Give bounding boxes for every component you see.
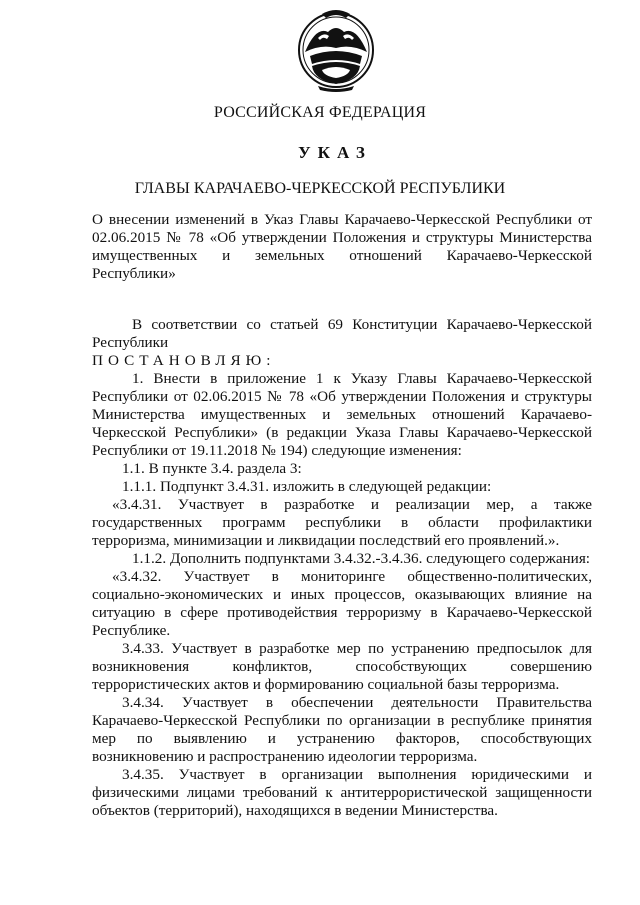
item-3-4-35: 3.4.35. Участвует в организации выполнения юридическими и физическими лицами требований к антитеррористической защищенности объектов (территорий), находящихся в ведении Министерства. [92,766,592,819]
decree-word: ПОСТАНОВЛЯЮ: [92,352,276,369]
item-1-1-1: 1.1.1. Подпункт 3.4.31. изложить в следующей редакции: [122,478,492,495]
country-title: РОССИЙСКАЯ ФЕДЕРАЦИЯ [213,104,427,121]
item-1-1-2: 1.1.2. Дополнить подпунктами 3.4.32.-3.4.36. следующего содержания: [132,550,591,567]
item-3-4-33: 3.4.33. Участвует в разработке мер по устранению предпосылок для возникновения конфликтов, способствующих совершению террористических актов и формированию социальной базы терроризма. [92,640,592,693]
issuer-title: ГЛАВЫ КАРАЧАЕВО-ЧЕРКЕССКОЙ РЕСПУБЛИКИ [134,180,506,197]
preamble: В соответствии со статьей 69 Конституции Карачаево-Черкесской Республики [92,316,592,351]
decree-subject: О внесении изменений в Указ Главы Карачаево-Черкесской Республики от 02.06.2015 № 78 «Об утверждении Положения и структуры Министерства имущественных и земельных отношений Карачаево-Черкесской Республики» [92,211,592,282]
item-3-4-31: «3.4.31. Участвует в разработке и реализации мер, а также государственных программ республики в области профилактики терроризма, минимизации и ликвидации последствий его проявлений.». [92,496,592,549]
coat-of-arms-emblem [296,6,376,92]
item-3-4-34: 3.4.34. Участвует в обеспечении деятельности Правительства Карачаево-Черкесской Республики по организации в республике принятия мер по выявлению и устранению факторов, способствующих возникновению и распространению идеологии терроризма. [92,694,592,765]
item-1: 1. Внести в приложение 1 к Указу Главы Карачаево-Черкесской Республики от 02.06.2015 № 78 «Об утверждении Положения и структуры Министерства имущественных и земельных отношений Карачаево-Черкесской Республики» (в редакции Указа Главы Карачаево-Черкесской Республики от 19.11.2018 № 194) следующие изменения: [92,370,592,459]
decree-body [92,316,592,820]
document-type: УКАЗ [298,143,372,162]
item-3-4-32: «3.4.32. Участвует в мониторинге общественно-политических, социально-экономических и иных процессов, оказывающих влияние на ситуацию в сфере противодействия терроризму в Карачаево-Черкесской Республике. [92,568,592,639]
item-1-1: 1.1. В пункте 3.4. раздела 3: [122,460,302,477]
